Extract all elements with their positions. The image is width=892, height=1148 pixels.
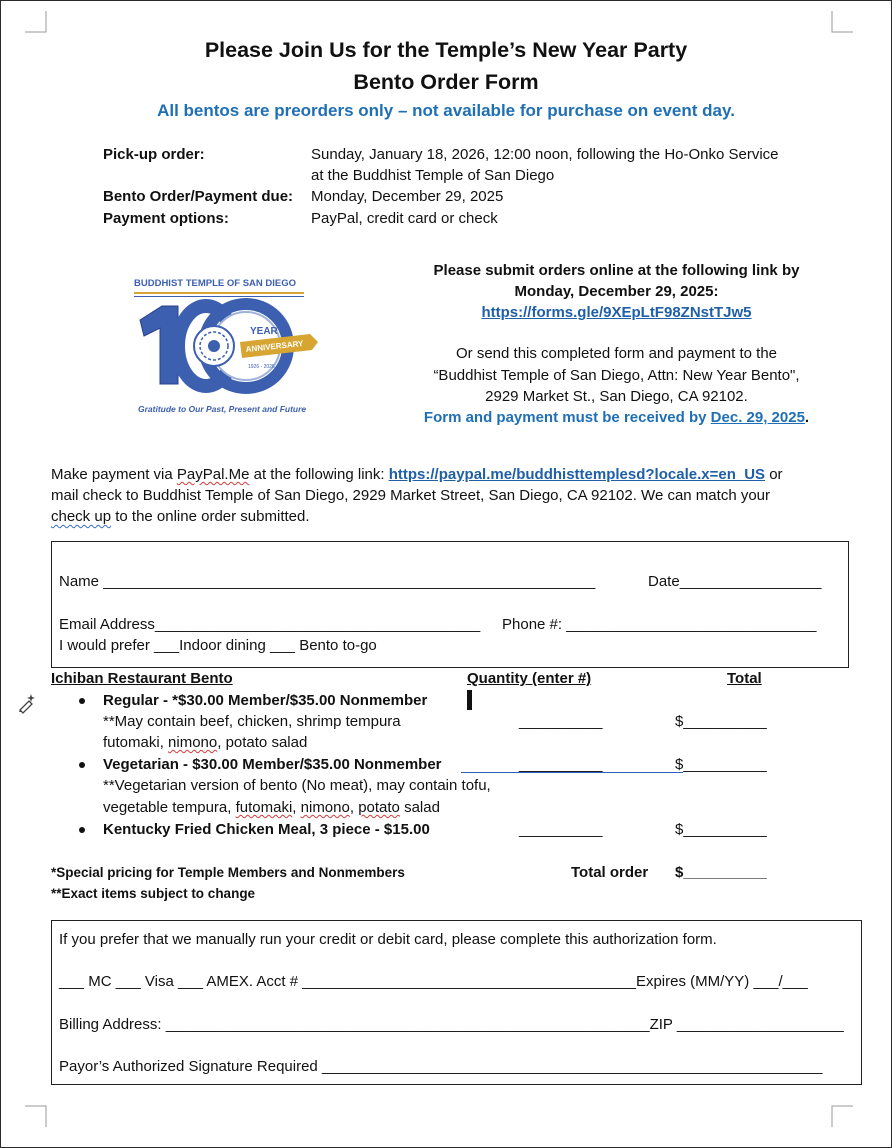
card-intro: If you prefer that we manually run your credit or debit card, please complete this authorization form.: [59, 931, 717, 948]
deadline-date: Dec. 29, 2025: [710, 409, 805, 426]
google-form-link[interactable]: https://forms.gle/9XEpLtF98ZNstTJw5: [481, 304, 752, 321]
paypal-link[interactable]: https://paypal.me/buddhisttemplesd?locale.x=en_US: [388, 466, 766, 483]
mail-line1: Or send this completed form and payment to the: [456, 345, 777, 362]
pickup-line1: Sunday, January 18, 2026, 12:00 noon, following the Ho-Onko Service: [311, 146, 779, 163]
item-vegetarian-desc2: vegetable tempura, futomaki, nimono, potato salad: [103, 799, 440, 816]
list-bullet: [79, 827, 85, 833]
deadline-notice: Form and payment must be received by Dec. 29, 2025.: [423, 409, 810, 426]
logo-org-name: BUDDHIST TEMPLE OF SAN DIEGO: [134, 278, 297, 289]
crop-mark-bottom-left: [25, 1105, 47, 1127]
paypal-line2: mail check to Buddhist Temple of San Diego, 2929 Market Street, San Diego, CA 92102. We can match your: [51, 487, 771, 504]
date-field-row[interactable]: Date_________________: [648, 573, 822, 590]
text-cursor: [467, 690, 472, 710]
total-input-regular[interactable]: $__________: [675, 713, 767, 730]
total-order-input[interactable]: $__________: [675, 864, 767, 881]
page-title: Please Join Us for the Temple’s New Year Party: [204, 38, 688, 62]
billing-address-row[interactable]: Billing Address: __________________________________________________________ZIP ____________________: [59, 1016, 844, 1033]
submit-line2: Monday, December 29, 2025:: [514, 283, 719, 300]
pickup-label: Pick-up order:: [103, 146, 205, 163]
list-bullet: [79, 698, 85, 704]
col-item-header: Ichiban Restaurant Bento: [51, 670, 233, 687]
signature-row[interactable]: Payor’s Authorized Signature Required ____________________________________________________________: [59, 1058, 823, 1075]
paypal-me-term: PayPal.Me: [176, 466, 250, 483]
total-input-kfc[interactable]: $__________: [675, 821, 767, 838]
logo-tagline: Gratitude to Our Past, Present and Future: [138, 404, 307, 414]
total-order-label: Total order: [571, 864, 649, 881]
paypal-line3: check up to the online order submitted.: [51, 508, 310, 525]
email-field-row[interactable]: Email Address_______________________________________: [59, 616, 481, 633]
pen-sparkle-icon: [16, 692, 38, 714]
col-total-header: Total: [727, 670, 762, 687]
submit-line1: Please submit orders online at the following link by: [433, 262, 800, 279]
mail-line2: “Buddhist Temple of San Diego, Attn: New Year Bento",: [433, 367, 800, 384]
note-items-change: **Exact items subject to change: [51, 886, 256, 901]
dining-preference-row[interactable]: I would prefer ___Indoor dining ___ Bento to-go: [59, 637, 377, 654]
item-vegetarian-name: Vegetarian - $30.00 Member/$35.00 Nonmember: [103, 756, 442, 773]
item-regular-desc2: futomaki, nimono, potato salad: [103, 734, 308, 751]
item-regular-name: Regular - *$30.00 Member/$35.00 Nonmember: [103, 692, 428, 709]
qty-input-kfc[interactable]: __________: [519, 821, 603, 838]
logo-anniversary: ANNIVERSARY: [245, 338, 304, 354]
pickup-line2: at the Buddhist Temple of San Diego: [311, 167, 555, 184]
item-regular-desc1: **May contain beef, chicken, shrimp tempura: [103, 713, 401, 730]
col-qty-header: Quantity (enter #): [467, 670, 592, 687]
total-input-vegetarian[interactable]: $__________: [675, 756, 767, 773]
preorder-notice: All bentos are preorders only – not available for purchase on event day.: [157, 101, 735, 120]
payment-value: PayPal, credit card or check: [311, 210, 498, 227]
note-special-pricing: *Special pricing for Temple Members and Nonmembers: [51, 865, 405, 880]
item-vegetarian-desc1: **Vegetarian version of bento (No meat), may contain tofu,: [103, 777, 491, 794]
list-bullet: [79, 762, 85, 768]
due-label: Bento Order/Payment due:: [103, 188, 294, 205]
crop-mark-top-right: [831, 11, 853, 33]
page-subtitle-form: Bento Order Form: [353, 70, 539, 94]
crop-mark-top-left: [25, 11, 47, 33]
payment-label: Payment options:: [103, 210, 229, 227]
card-type-row[interactable]: ___ MC ___ Visa ___ AMEX. Acct # ________________________________________Expires (MM/YY) ___/___: [59, 973, 808, 990]
item-kfc-name: Kentucky Fried Chicken Meal, 3 piece - $15.00: [103, 821, 430, 838]
logo-year-word: YEAR: [250, 326, 278, 337]
due-value: Monday, December 29, 2025: [311, 188, 504, 205]
paypal-line1: Make payment via PayPal.Me at the following link: https://paypal.me/buddhisttemplesd?locale.x=en_US or: [51, 466, 783, 483]
phone-field-row[interactable]: Phone #: ______________________________: [502, 616, 817, 633]
temple-anniversary-logo: [130, 272, 330, 422]
mail-line3: 2929 Market St., San Diego, CA 92102.: [485, 388, 748, 405]
qty-input-regular[interactable]: __________: [519, 713, 603, 730]
qty-input-vegetarian[interactable]: __________: [519, 756, 603, 773]
crop-mark-bottom-right: [831, 1105, 853, 1127]
name-field-row[interactable]: Name ___________________________________________________________: [59, 573, 596, 590]
logo-years: 1926 - 2026: [248, 364, 275, 370]
